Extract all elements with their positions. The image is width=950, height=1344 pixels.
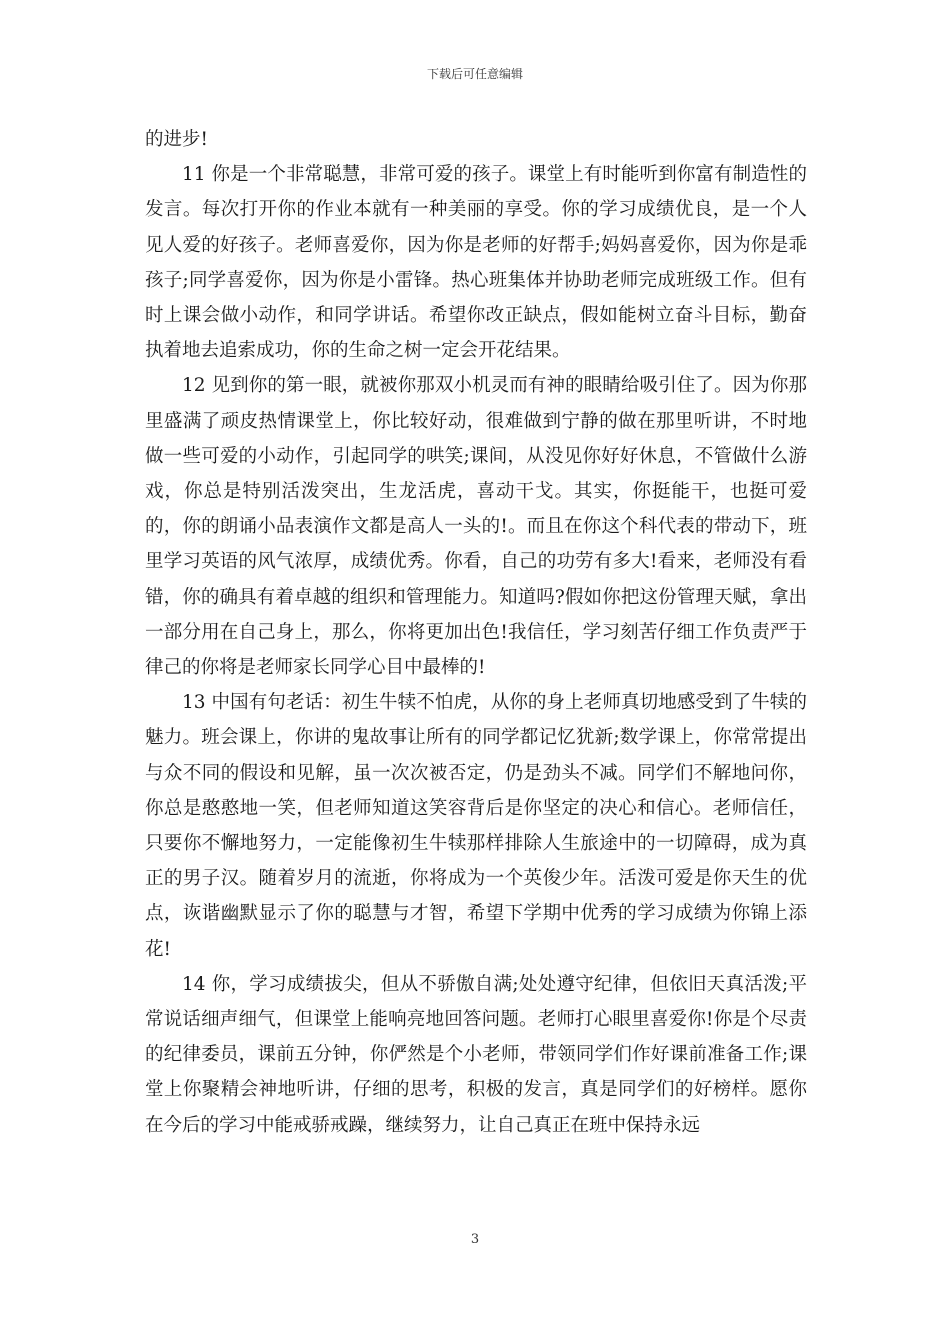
paragraph-comment-12: 12 见到你的第一眼，就被你那双小机灵而有神的眼睛给吸引住了。因为你那里盛满了顽皮热情课堂上，你比较好动，很难做到宁静的做在那里听讲，不时地做一些可爱的小动作，引起同学的哄笑;课间，从没见你好好休息，不管做什么游戏，你总是特别活泼突出，生龙活虎，喜动干戈。其实，你挺能干，也挺可爱的，你的朗诵小品表演作文都是高人一头的!。而且在你这个科代表的带动下，班里学习英语的风气浓厚，成绩优秀。你看，自己的功劳有多大!看来，老师没有看错，你的确具有着卓越的组织和管理能力。知道吗?假如你把这份管理天赋，拿出一部分用在自己身上，那么，你将更加出色!我信任，学习刻苦仔细工作负责严于律己的你将是老师家长同学心目中最棒的! xyxy=(145,375,807,679)
page-header: 下载后可任意编辑 xyxy=(426,67,523,81)
page-number: 3 xyxy=(470,1232,480,1247)
paragraph-continued: 的进步! xyxy=(145,129,208,150)
document-body xyxy=(145,122,807,1143)
paragraph-comment-11: 11 你是一个非常聪慧，非常可爱的孩子。课堂上有时能听到你富有制造性的发言。每次打开你的作业本就有一种美丽的享受。你的学习成绩优良，是一个人见人爱的好孩子。老师喜爱你，因为你是老师的好帮手;妈妈喜爱你，因为你是乖孩子;同学喜爱你，因为你是小雷锋。热心班集体并协助老师完成班级工作。但有时上课会做小动作，和同学讲话。希望你改正缺点，假如能树立奋斗目标，勤奋执着地去追索成功，你的生命之树一定会开花结果。 xyxy=(145,164,807,362)
paragraph-comment-14: 14 你，学习成绩拔尖，但从不骄傲自满;处处遵守纪律，但依旧天真活泼;平常说话细声细气，但课堂上能响亮地回答问题。老师打心眼里喜爱你!你是个尽责的纪律委员，课前五分钟，你俨然是个小老师，带领同学们作好课前准备工作;课堂上你聚精会神地听讲，仔细的思考，积极的发言，真是同学们的好榜样。愿你在今后的学习中能戒骄戒躁，继续努力，让自己真正在班中保持永远 xyxy=(145,973,807,1136)
paragraph-comment-13: 13 中国有句老话：初生牛犊不怕虎，从你的身上老师真切地感受到了牛犊的魅力。班会课上，你讲的鬼故事让所有的同学都记忆犹新;数学课上，你常常提出与众不同的假设和见解，虽一次次被否定，仍是劲头不减。同学们不解地问你，你总是憨憨地一笑，但老师知道这笑容背后是你坚定的决心和信心。老师信任，只要你不懈地努力，一定能像初生牛犊那样排除人生旅途中的一切障碍，成为真正的男子汉。随着岁月的流逝，你将成为一个英俊少年。活泼可爱是你天生的优点，诙谐幽默显示了你的聪慧与才智，希望下学期中优秀的学习成绩为你锦上添花! xyxy=(145,692,807,960)
